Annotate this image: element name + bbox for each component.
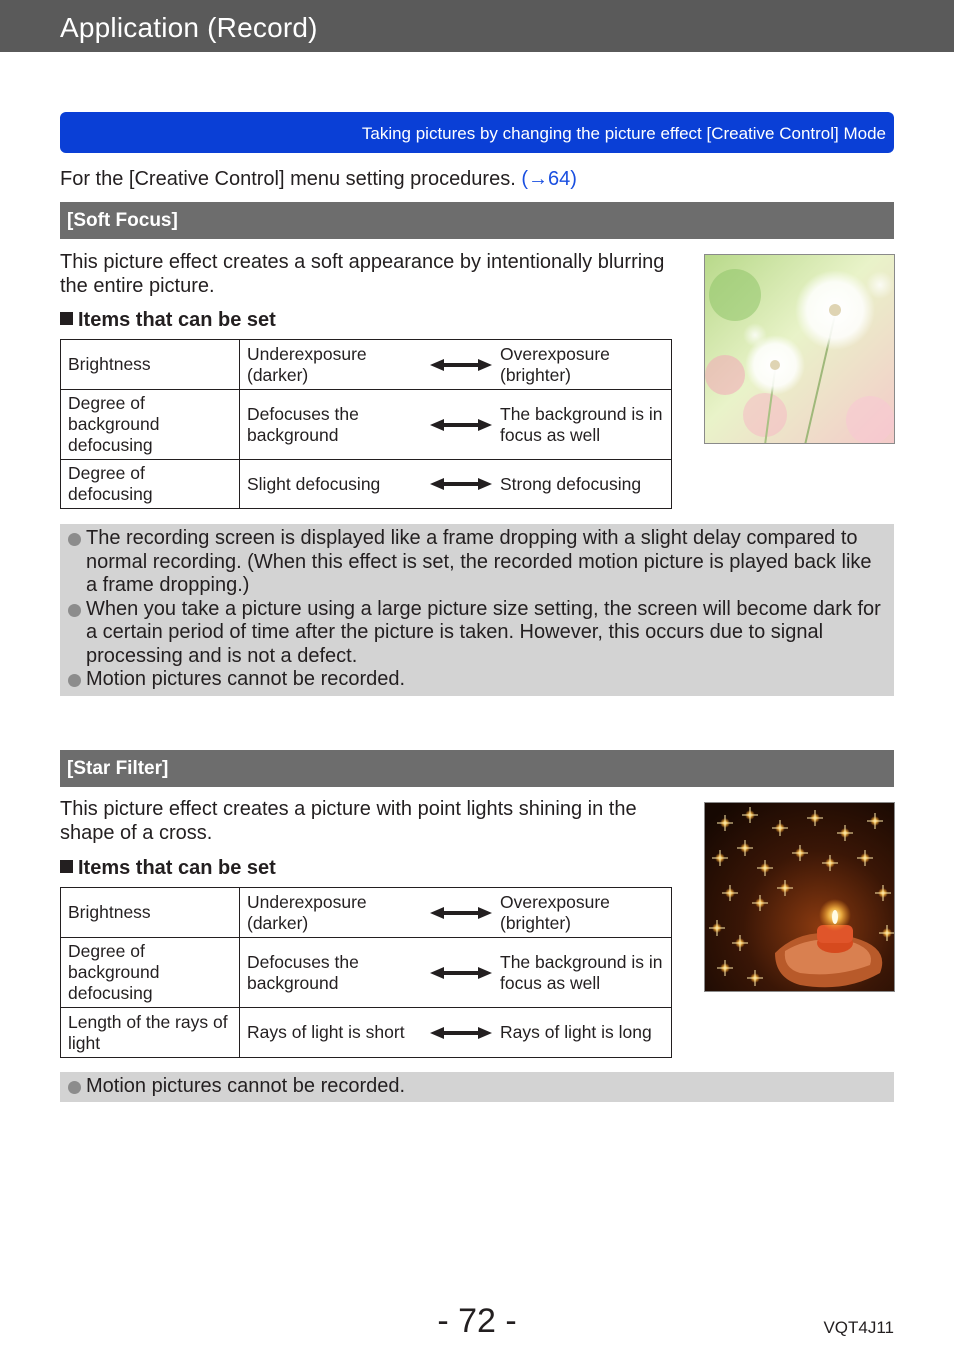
setting-range bbox=[240, 888, 672, 938]
range-high: Overexposure (brighter) bbox=[500, 891, 610, 933]
page-ref-link[interactable]: (→64) bbox=[521, 168, 577, 190]
chapter-banner bbox=[60, 112, 894, 153]
range-low: Defocuses the background bbox=[247, 951, 359, 993]
double-arrow-icon bbox=[422, 1027, 500, 1039]
range-high: The background is in focus as well bbox=[500, 951, 663, 993]
page-number: - 72 - bbox=[437, 1302, 517, 1340]
table-row bbox=[61, 390, 672, 460]
note-item: When you take a picture using a large picture size setting, the screen will become dark for a certain period of time after the picture is taken. However, this occurs due to signal processing and is not a defect. bbox=[68, 598, 884, 669]
range-high: Strong defocusing bbox=[500, 473, 642, 494]
star-filter-settings-table bbox=[60, 887, 672, 1058]
table-row bbox=[61, 938, 672, 1008]
double-arrow-icon bbox=[422, 478, 500, 490]
note-item: Motion pictures cannot be recorded. bbox=[68, 668, 884, 692]
setting-range bbox=[240, 938, 672, 1008]
range-low: Underexposure (darker) bbox=[247, 343, 367, 385]
double-arrow-icon bbox=[422, 967, 500, 979]
bullet-dot-icon bbox=[68, 604, 81, 617]
header-bar bbox=[0, 0, 954, 52]
setting-range bbox=[240, 1008, 672, 1058]
setting-name: Length of the rays of light bbox=[61, 1008, 240, 1058]
setting-name: Degree of background defocusing bbox=[61, 390, 240, 460]
range-high: Overexposure (brighter) bbox=[500, 343, 610, 385]
chapter-banner-text: Taking pictures by changing the picture effect [Creative Control] Mode bbox=[361, 124, 886, 143]
double-arrow-icon bbox=[422, 907, 500, 919]
range-high: The background is in focus as well bbox=[500, 403, 663, 445]
section-header-star-filter bbox=[60, 750, 894, 787]
double-arrow-icon bbox=[422, 359, 500, 371]
table-row bbox=[61, 460, 672, 509]
soft-focus-description: This picture effect creates a soft appearance by intentionally blurring the entire picture. bbox=[60, 251, 665, 297]
section-title: [Soft Focus] bbox=[67, 210, 178, 231]
range-low: Slight defocusing bbox=[247, 473, 381, 494]
setting-range bbox=[240, 460, 672, 509]
table-row bbox=[61, 340, 672, 390]
setting-name: Degree of background defocusing bbox=[61, 938, 240, 1008]
intro-body: For the [Creative Control] menu setting procedures. bbox=[60, 168, 522, 190]
bullet-dot-icon bbox=[68, 533, 81, 546]
star-filter-sample-photo bbox=[704, 802, 895, 992]
table-row bbox=[61, 888, 672, 938]
bullet-dot-icon bbox=[68, 674, 81, 687]
page-section-title: Application (Record) bbox=[60, 12, 318, 43]
note-item: Motion pictures cannot be recorded. bbox=[68, 1075, 884, 1099]
setting-name: Brightness bbox=[61, 888, 240, 938]
items-heading: Items that can be set bbox=[60, 857, 276, 880]
square-bullet-icon bbox=[60, 860, 73, 873]
note-item: The recording screen is displayed like a frame dropping with a slight delay compared to normal recording. (When this effect is set, the recorded motion picture is played back like a frame dropping.) bbox=[68, 527, 884, 598]
range-low: Rays of light is short bbox=[247, 1022, 405, 1042]
range-low: Defocuses the background bbox=[247, 403, 359, 445]
items-heading: Items that can be set bbox=[60, 309, 276, 332]
setting-name: Brightness bbox=[61, 340, 240, 390]
section-header-soft-focus bbox=[60, 202, 894, 239]
range-high: Rays of light is long bbox=[500, 1022, 652, 1042]
table-row bbox=[61, 1008, 672, 1058]
section-title: [Star Filter] bbox=[67, 758, 169, 779]
soft-focus-sample-photo bbox=[704, 254, 895, 444]
star-filter-description: This picture effect creates a picture with point lights shining in the shape of a cross. bbox=[60, 798, 637, 844]
range-low: Underexposure (darker) bbox=[247, 891, 367, 933]
double-arrow-icon bbox=[422, 419, 500, 431]
document-code: VQT4J11 bbox=[823, 1318, 894, 1337]
setting-range bbox=[240, 340, 672, 390]
intro-text bbox=[60, 168, 577, 191]
soft-focus-notes bbox=[60, 524, 894, 696]
star-filter-notes bbox=[60, 1072, 894, 1102]
setting-range bbox=[240, 390, 672, 460]
bullet-dot-icon bbox=[68, 1081, 81, 1094]
setting-name: Degree of defocusing bbox=[61, 460, 240, 509]
square-bullet-icon bbox=[60, 312, 73, 325]
soft-focus-settings-table bbox=[60, 339, 672, 509]
